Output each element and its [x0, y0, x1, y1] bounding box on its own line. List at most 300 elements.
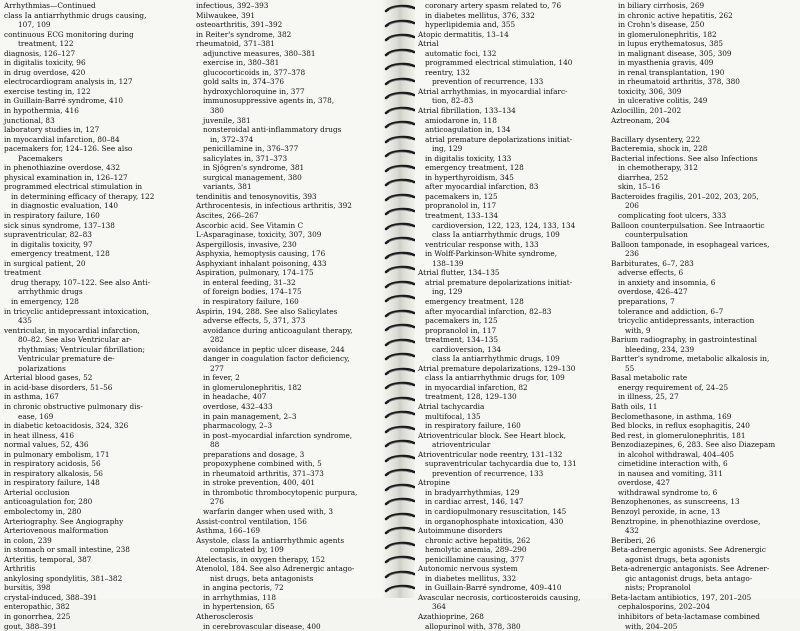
index-column-3	[418, 1, 608, 631]
spiral-coil	[384, 483, 416, 493]
index-entry: Assist-control ventilation, 156	[196, 516, 307, 526]
right-page	[415, 0, 800, 631]
index-entry: ing, 129	[432, 287, 463, 297]
index-entry: treatment, 128, 129–130	[425, 392, 517, 402]
index-entry: in heat illness, 416	[4, 430, 75, 440]
index-entry: treatment, 134–135	[425, 335, 499, 345]
index-entry: in emergency, 128	[11, 296, 79, 306]
index-entry: variants, 381	[203, 182, 252, 192]
index-entry: Asphyxiant inhalant poisoning, 433	[196, 258, 327, 268]
index-entry: sick sinus syndrome, 137–138	[4, 220, 115, 230]
index-entry: 432	[625, 526, 639, 536]
index-entry: pharmacology, 2–3	[203, 421, 273, 431]
spiral-coil	[384, 91, 416, 101]
index-entry: supraventricular, 82–83	[4, 230, 92, 240]
index-entry: Benzophenones, as sunscreens, 13	[611, 497, 740, 507]
spiral-coil	[384, 367, 416, 377]
index-entry: penicillamine in, 376–377	[203, 144, 299, 154]
index-entry: multifocal, 135	[425, 411, 481, 421]
index-entry: arrhythmic drugs	[18, 287, 83, 297]
index-entry: of foreign bodies, 174–175	[203, 287, 302, 297]
index-entry: in hyperthyroidism, 345	[425, 172, 514, 182]
index-entry: in phenothiazine overdose, 432	[4, 163, 120, 173]
index-entry: Benzodiazepines, 6, 283. See also Diazepam	[611, 440, 776, 450]
index-entry: hyperlipidemia and, 355	[425, 20, 516, 30]
index-entry: with, 9	[625, 325, 651, 335]
index-entry: in Guillain-Barré syndrome, 409–410	[425, 583, 562, 593]
index-entry: Atrial tachycardia	[418, 401, 485, 411]
spiral-coil	[384, 381, 416, 391]
index-entry: Pacemakers	[18, 153, 63, 163]
index-entry: Arteritis, temporal, 387	[4, 554, 92, 564]
index-entry: Arterial occlusion	[4, 487, 70, 497]
index-entry: in rheumatoid arthritis, 371–373	[203, 468, 324, 478]
index-entry: in respiratory failure, 160	[203, 296, 299, 306]
index-entry: Azathioprine, 268	[418, 612, 484, 621]
index-entry: ankylosing spondylitis, 381–382	[4, 573, 123, 583]
index-entry: Atrial arrhythmias, in myocardial infarc-	[418, 86, 568, 96]
index-entry: after myocardial infarction, 83	[425, 182, 539, 192]
index-entry: bursitis, 398	[4, 583, 51, 593]
index-entry: exercise in, 380–381	[203, 58, 280, 68]
spiral-binding	[382, 0, 418, 598]
spiral-coil	[384, 468, 416, 478]
index-entry: preparations, 7	[618, 296, 675, 306]
index-entry: diarrhea, 252	[618, 172, 669, 182]
index-entry: Autonomic nervous system	[418, 564, 518, 574]
index-entry: Atrial flutter, 134–135	[418, 268, 500, 278]
index-entry: in glomerulonephritis, 182	[618, 29, 717, 39]
spiral-coil	[384, 497, 416, 507]
index-entry: 364	[432, 602, 446, 612]
index-entry: in cardiac arrest, 146, 147	[425, 497, 524, 507]
index-entry: Basal metabolic rate	[611, 373, 688, 383]
index-entry: in acid-base disorders, 51–56	[4, 382, 113, 392]
index-entry: pacemakers for, 124–126. See also	[4, 144, 133, 154]
index-entry: class Ia antiarrhythmic drugs, 109	[432, 230, 560, 240]
index-entry: glucocorticoids in, 377–378	[203, 67, 306, 77]
index-entry: treatment, 133–134	[425, 211, 499, 221]
index-entry: rheumatoid, 371–381	[196, 39, 275, 49]
index-entry: in tricyclic antidepressant intoxication,	[4, 306, 149, 316]
index-entry: ease, 169	[18, 411, 54, 421]
index-entry: warfarin danger when used with, 3	[203, 506, 334, 516]
index-entry: in nausea and vomiting, 311	[618, 468, 723, 478]
index-entry: exercise testing in, 122	[4, 86, 91, 96]
index-entry: Barium radiography, in gastrointestinal	[611, 335, 757, 345]
index-entry: propoxyphene combined with, 5	[203, 459, 322, 469]
index-entry: in hypothermia, 416	[4, 106, 79, 116]
index-entry: laboratory studies in, 127	[4, 125, 100, 135]
index-entry: Atenolol, 184. See also Adrenergic antago-	[196, 564, 355, 574]
index-entry: hemolytic anemia, 289–290	[425, 545, 527, 555]
index-entry: anticoagulation in, 134	[425, 125, 511, 135]
index-entry: adjunctive measures, 380–381	[203, 48, 316, 58]
index-entry: Bacillary dysentery, 222	[611, 134, 701, 144]
index-entry: Ascorbic acid. See Vitamin C	[196, 220, 304, 230]
index-entry: 282	[210, 335, 224, 345]
index-entry: in rheumatoid arthritis, 378, 380	[618, 77, 740, 87]
index-column-1	[4, 1, 192, 631]
index-entry: programmed electrical stimulation, 140	[425, 58, 573, 68]
spiral-coil	[384, 584, 416, 594]
index-entry: cardioversion, 134	[432, 344, 501, 354]
spiral-coil	[384, 4, 416, 14]
index-entry: Ascites, 266–267	[196, 211, 259, 221]
spiral-coil	[384, 280, 416, 290]
index-entry: in post–myocardial infarction syndrome,	[203, 430, 353, 440]
index-entry: in myasthenia gravis, 409	[618, 58, 714, 68]
index-entry: in anxiety and insomnia, 6	[618, 277, 716, 287]
index-entry: 206	[625, 201, 639, 211]
index-entry: Bath oils, 11	[611, 401, 658, 411]
index-entry: in lupus erythematosus, 385	[618, 39, 724, 49]
index-entry: Arteriography. See Angiography	[4, 516, 124, 526]
index-entry: atrioventricular	[432, 440, 491, 450]
index-entry: gic antagonist drugs, beta antago-	[625, 573, 753, 583]
index-entry: 55	[625, 363, 635, 373]
index-entry: Azlocillin, 201–202	[611, 106, 682, 116]
index-entry: continuous ECG monitoring during	[4, 29, 134, 39]
index-entry: prevention of recurrence, 133	[432, 77, 544, 87]
index-entry: in digitalis toxicity, 97	[11, 239, 93, 249]
index-entry: with, 204–205	[625, 621, 678, 631]
spiral-coil	[384, 207, 416, 217]
index-entry: in diabetes mellitus, 332	[425, 573, 517, 583]
index-entry: in respiratory failure, 148	[4, 478, 100, 488]
index-entry: chronic active hepatitis, 262	[425, 535, 531, 545]
index-entry: propranolol in, 117	[425, 201, 497, 211]
index-entry: rhythmias; Ventricular fibrillation;	[18, 344, 145, 354]
index-entry: tricyclic antidepressants, interaction	[618, 316, 755, 326]
index-entry: in chronic active hepatitis, 262	[618, 10, 733, 20]
spiral-coil	[384, 338, 416, 348]
index-entry: in digitalis toxicity, 96	[4, 58, 86, 68]
spiral-coil	[384, 193, 416, 203]
index-entry: in cardiopulmonary resuscitation, 145	[425, 506, 567, 516]
index-entry: Bed rest, in glomerulonephritis, 181	[611, 430, 746, 440]
spiral-coil	[384, 120, 416, 130]
index-entry: drug therapy, 107–122. See also Anti-	[11, 277, 151, 287]
index-entry: danger in coagulation factor deficiency,	[203, 354, 350, 364]
index-entry: juvenile, 381	[203, 115, 251, 125]
spiral-coil	[384, 526, 416, 536]
index-entry: skin, 15–16	[618, 182, 661, 192]
spiral-coil	[384, 251, 416, 261]
index-entry: osteoarthritis, 391–392	[196, 20, 283, 30]
index-entry: in pulmonary embolism, 171	[4, 449, 110, 459]
index-entry: in illness, 25, 27	[618, 392, 679, 402]
index-entry: coronary artery spasm related to, 76	[425, 1, 562, 10]
index-entry: Benzoyl peroxide, in acne, 13	[611, 506, 721, 516]
index-entry: in Crohn's disease, 250	[618, 20, 705, 30]
index-entry: 380	[210, 106, 224, 116]
index-entry: in Sjögren's syndrome, 381	[203, 163, 305, 173]
index-entry: in pain management, 2–3	[203, 411, 297, 421]
spiral-coil	[384, 236, 416, 246]
index-entry: automatic foci, 132	[425, 48, 497, 58]
index-entry: Bacteroides fragilis, 201–202, 203, 205,	[611, 191, 759, 201]
index-entry: programmed electrical stimulation in	[4, 182, 143, 192]
index-entry: ventricular response with, 133	[425, 239, 539, 249]
index-entry: counterpulsation	[625, 230, 688, 240]
index-entry: in renal transplantation, 190	[618, 67, 725, 77]
index-entry: prevention of recurrence, 133	[432, 468, 544, 478]
index-entry: crystal-induced, 388–391	[4, 592, 98, 602]
index-entry: in diabetes mellitus, 376, 332	[425, 10, 535, 20]
spiral-coil	[384, 164, 416, 174]
spiral-coil	[384, 352, 416, 362]
index-entry: in arrhythmias, 118	[203, 592, 277, 602]
index-entry: in Guillain-Barré syndrome, 410	[4, 96, 123, 106]
spiral-coil	[384, 396, 416, 406]
index-entry: gold salts in, 374–376	[203, 77, 284, 87]
index-entry: in thrombotic thrombocytopenic purpura,	[203, 487, 358, 497]
index-entry: 107, 109	[18, 20, 51, 30]
index-entry: overdose, 432–433	[203, 401, 273, 411]
index-entry: in diagnostic evaluation, 140	[11, 201, 118, 211]
index-entry: Atropine	[418, 478, 450, 488]
index-entry: Arrhythmias—Continued	[4, 1, 96, 10]
index-entry: Ventricular premature de-	[18, 354, 115, 364]
index-entry: propranolol in, 117	[425, 325, 497, 335]
index-entry: Beta-adrenergic agonists. See Adrenergic	[611, 545, 766, 555]
index-entry: in hypertension, 65	[203, 602, 275, 612]
index-entry: amiodarone in, 118	[425, 115, 497, 125]
index-entry: cardioversion, 122, 123, 124, 133, 134	[432, 220, 576, 230]
index-entry: in malignant disease, 305, 309	[618, 48, 732, 58]
index-entry: after myocardial infarction, 82–83	[425, 306, 552, 316]
spiral-coil	[384, 439, 416, 449]
index-entry: overdose, 427	[618, 478, 671, 488]
index-entry: avoidance during anticoagulant therapy,	[203, 325, 353, 335]
index-entry: polarizations	[18, 363, 66, 373]
spiral-coil	[384, 570, 416, 580]
index-entry: Aspergillosis, invasive, 230	[196, 239, 297, 249]
index-entry: in drug overdose, 420	[4, 67, 86, 77]
index-entry: Asphyxia, hemoptysis causing, 176	[196, 249, 326, 259]
index-entry: Balloon counterpulsation. See Intraaortic	[611, 220, 765, 230]
index-entry: treatment, 122	[18, 39, 74, 49]
index-entry: pacemakers in, 125	[425, 316, 498, 326]
index-entry: Bacterial infections. See also Infections	[611, 153, 758, 163]
spiral-coil	[384, 294, 416, 304]
index-entry: Atrial	[418, 39, 439, 49]
index-entry: withdrawal syndrome to, 6	[618, 487, 718, 497]
index-entry: Milwaukee, 391	[196, 10, 256, 20]
index-entry: pacemakers in, 125	[425, 191, 498, 201]
index-entry: junctional, 83	[4, 115, 55, 125]
index-entry: electrocardiogram analysis in, 127	[4, 77, 133, 87]
index-entry: in, 372–374	[210, 134, 254, 144]
index-entry: in cerebrovascular disease, 400	[203, 621, 321, 631]
index-entry: in chronic obstructive pulmonary dis-	[4, 401, 143, 411]
index-entry: avoidance in peptic ulcer disease, 244	[203, 344, 345, 354]
index-entry: supraventricular tachycardia due to, 131	[425, 459, 577, 469]
index-entry: immunosuppressive agents in, 378,	[203, 96, 335, 106]
index-entry: Bartter's syndrome, metabolic alkalosis in,	[611, 354, 770, 364]
index-entry: Beta-adrenergic antagonists. See Adrener-	[611, 564, 770, 574]
index-entry: in respiratory acidosis, 56	[4, 459, 101, 469]
index-entry: tendinitis and tenosynovitis, 393	[196, 191, 317, 201]
index-entry: Asystole, class Ia antiarrhythmic agents	[196, 535, 345, 545]
index-entry: Atrial premature depolarizations, 129–130	[418, 363, 576, 373]
index-entry: surgical management, 380	[203, 172, 302, 182]
index-entry: in organophosphate intoxication, 430	[425, 516, 564, 526]
index-entry: treatment	[4, 268, 41, 278]
index-entry: atrial premature depolarizations initiat-	[425, 277, 573, 287]
index-entry: ventricular, in myocardial infarction,	[4, 325, 140, 335]
index-entry: in colon, 239	[4, 535, 52, 545]
index-entry: Arterial blood gases, 52	[4, 373, 93, 383]
index-entry: in respiratory failure, 160	[425, 421, 521, 431]
spiral-coil	[384, 265, 416, 275]
index-entry: nists; Propranolol	[625, 583, 691, 593]
index-entry: energy requirement of, 24–25	[618, 382, 729, 392]
spiral-coil	[384, 33, 416, 43]
index-entry: emergency treatment, 128	[11, 249, 110, 259]
spiral-coil	[384, 106, 416, 116]
index-entry: cephalosporins, 202–204	[618, 602, 711, 612]
spiral-coil	[384, 77, 416, 87]
index-entry: enteropathic, 382	[4, 602, 70, 612]
spiral-coil	[384, 309, 416, 319]
index-entry: penicillamine causing, 377	[425, 554, 525, 564]
index-entry: 277	[210, 363, 224, 373]
index-entry: in gonorrhea, 225	[4, 612, 71, 621]
index-entry: allopurinol with, 378, 380	[425, 621, 521, 631]
index-entry: emergency treatment, 128	[425, 163, 524, 173]
spiral-coil	[384, 48, 416, 58]
index-column-2	[196, 1, 384, 631]
index-entry: overdose, 426–427	[618, 287, 688, 297]
index-entry: physical examination in, 126–127	[4, 172, 128, 182]
index-entry: preparations and dosage, 3	[203, 449, 305, 459]
index-entry: Barbiturates, 6–7, 283	[611, 258, 694, 268]
index-entry: ing, 129	[432, 144, 463, 154]
index-entry: normal values, 52, 436	[4, 440, 89, 450]
index-entry: in stomach or small intestine, 238	[4, 545, 130, 555]
index-entry: infectious, 392–393	[196, 1, 269, 10]
index-entry: Benztropine, in phenothiazine overdose,	[611, 516, 761, 526]
index-column-4	[611, 1, 800, 631]
index-entry: in biliary cirrhosis, 269	[618, 1, 705, 10]
index-entry: 276	[210, 497, 224, 507]
index-entry: Atopic dermatitis, 13–14	[418, 29, 509, 39]
index-entry: hydroxychloroquine in, 377	[203, 86, 305, 96]
index-entry: nist drugs, beta antagonists	[210, 573, 314, 583]
index-entry: in chemotherapy, 312	[618, 163, 698, 173]
index-entry: nonsteroidal anti-inflammatory drugs	[203, 125, 342, 135]
index-entry: Beta-lactam antibiotics, 197, 201–205	[611, 592, 752, 602]
index-entry: bleeding, 234, 239	[625, 344, 695, 354]
index-entry: in glomerulonephritis, 182	[203, 382, 302, 392]
spiral-coil	[384, 222, 416, 232]
spiral-coil	[384, 135, 416, 145]
index-entry: class Ia antiarrhythmic drugs, 109	[432, 354, 560, 364]
index-entry: Balloon tamponade, in esophageal varices,	[611, 239, 770, 249]
index-entry: 138–139	[432, 258, 464, 268]
index-entry: Atrial fibrillation, 133–134	[418, 106, 516, 116]
index-entry: complicating foot ulcers, 333	[618, 211, 727, 221]
index-entry: in alcohol withdrawal, 404–405	[618, 449, 735, 459]
spiral-coil	[384, 62, 416, 72]
left-page	[0, 0, 385, 631]
index-entry: in surgical patient, 20	[4, 258, 86, 268]
index-entry: toxicity, 306, 309	[618, 86, 682, 96]
index-entry	[611, 125, 800, 135]
index-entry: Aspirin, 194, 288. See also Salicylates	[196, 306, 338, 316]
index-entry: Bed blocks, in reflux esophagitis, 240	[611, 421, 750, 431]
index-entry: in asthma, 167	[4, 392, 59, 402]
index-entry: complicated by, 109	[210, 545, 284, 555]
index-entry: in myocardial infarction, 80–84	[4, 134, 120, 144]
spiral-coil	[384, 512, 416, 522]
index-entry: Arthritis	[4, 564, 36, 574]
index-entry: in ulcerative colitis, 249	[618, 96, 708, 106]
index-entry: class Ia antiarrhythmic drugs for, 109	[425, 373, 565, 383]
index-entry: in respiratory alkalosis, 56	[4, 468, 103, 478]
index-entry: tion, 82–83	[432, 96, 474, 106]
index-entry: diagnosis, 126–127	[4, 48, 76, 58]
index-entry: Atrioventricular block. See Heart block,	[418, 430, 566, 440]
index-entry: Aspiration, pulmonary, 174–175	[196, 268, 314, 278]
index-entry: in Reiter's syndrome, 382	[196, 29, 292, 39]
index-entry: Asthma, 166–169	[196, 526, 261, 536]
index-entry: reentry, 132	[425, 67, 470, 77]
index-entry: in Wolff-Parkinson-White syndrome,	[425, 249, 558, 259]
index-entry: in bradyarrhythmias, 129	[425, 487, 520, 497]
index-entry: 80–82. See also Ventricular ar-	[18, 335, 132, 345]
index-entry: in angina pectoris, 72	[203, 583, 284, 593]
index-entry: in enteral feeding, 31–32	[203, 277, 296, 287]
index-entry: atrial premature depolarizations initiat-	[425, 134, 573, 144]
index-entry: 88	[210, 440, 220, 450]
index-entry: Beriberi, 26	[611, 535, 656, 545]
index-entry: Atelectasis, in oxygen therapy, 152	[196, 554, 326, 564]
index-entry: in fever, 2	[203, 373, 240, 383]
index-entry: emergency treatment, 128	[425, 296, 524, 306]
index-entry: L-Asparaginase, toxicity, 307, 309	[196, 230, 322, 240]
index-entry: Arteriovenous malformation	[4, 526, 109, 536]
index-entry: Autoimmune disorders	[418, 526, 503, 536]
spiral-coil	[384, 323, 416, 333]
spiral-coil	[384, 19, 416, 29]
spiral-coil	[384, 541, 416, 551]
index-entry: class Ia antiarrhythmic drugs causing,	[4, 10, 147, 20]
index-entry: Beclomethasone, in asthma, 169	[611, 411, 732, 421]
index-entry: Aztreonam, 204	[611, 115, 670, 125]
index-entry: adverse effects, 5, 371, 373	[203, 316, 306, 326]
index-entry: tolerance and addiction, 6–7	[618, 306, 724, 316]
index-entry: 435	[18, 316, 32, 326]
index-entry: embolectomy in, 280	[4, 506, 82, 516]
index-entry: in stroke prevention, 400, 401	[203, 478, 316, 488]
index-entry: Atherosclerosis	[196, 612, 254, 621]
index-entry: in diabetic ketoacidosis, 324, 326	[4, 421, 129, 431]
index-entry: cimetidine interaction with, 6	[618, 459, 728, 469]
spiral-coil	[384, 410, 416, 420]
index-entry: in respiratory failure, 160	[4, 211, 100, 221]
index-entry: salicylates in, 371–373	[203, 153, 288, 163]
index-entry: anticoagulation for, 280	[4, 497, 93, 507]
spiral-coil	[384, 425, 416, 435]
index-entry: in myocardial infarction, 82	[425, 382, 528, 392]
index-entry: gout, 388–391	[4, 621, 57, 631]
index-entry: Atrioventricular node reentry, 131–132	[418, 449, 563, 459]
spiral-coil	[384, 178, 416, 188]
spiral-coil	[384, 149, 416, 159]
